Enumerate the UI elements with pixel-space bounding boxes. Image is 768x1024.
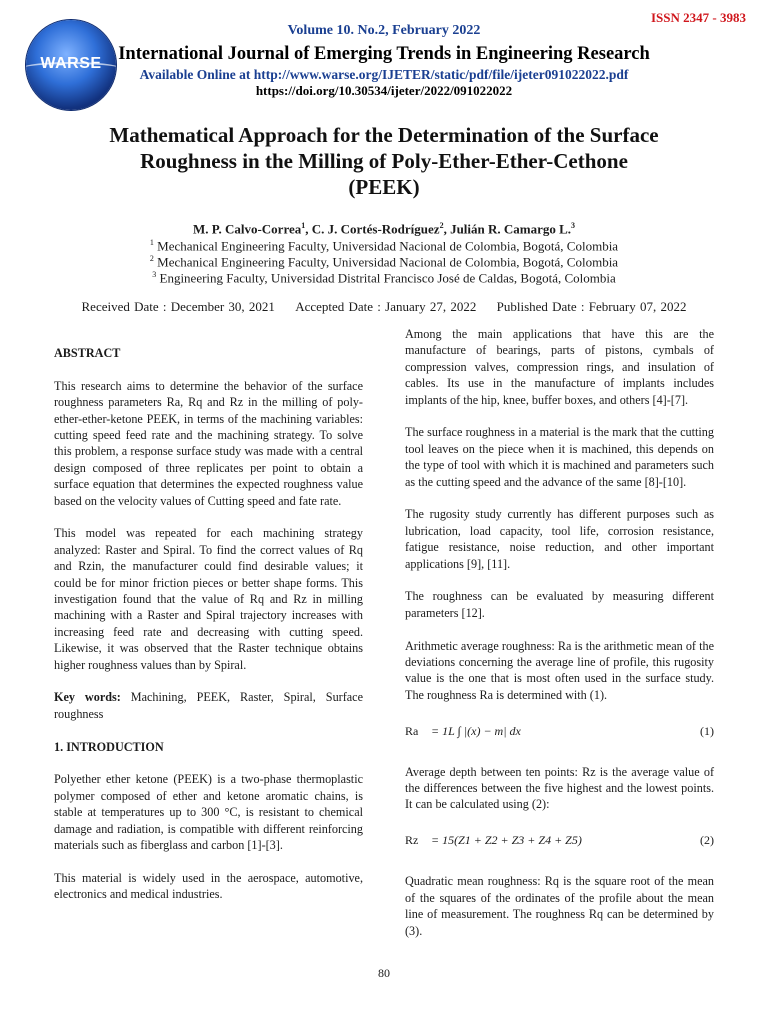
- affiliation-text: Mechanical Engineering Faculty, Universidad Nacional de Colombia, Bogotá, Colombia: [157, 254, 619, 270]
- body-paragraph: The roughness can be evaluated by measuring different parameters [12].: [405, 589, 714, 620]
- equation-2: [405, 829, 714, 851]
- equation-lhs: Ra: [405, 723, 419, 738]
- author-sup: 3: [571, 221, 576, 230]
- body-paragraph: Average depth between ten points: Rz is the average value of the differences between the five highest and the lowest points. It can be calculated using (2):: [405, 764, 714, 812]
- available-online-link[interactable]: Available Online at http://www.warse.org/IJETER/static/pdf/file/ijeter091022022.pdf: [139, 67, 629, 82]
- right-column: [405, 326, 714, 955]
- keywords-text: Machining, PEEK, Raster, Spiral, Surface roughness: [54, 690, 364, 721]
- equation-rhs: = 1L ∫ |(x) − m| dx: [431, 723, 521, 738]
- body-paragraph: Among the main applications that have this are the manufacture of bearings, parts of pistons, cymbals of compression valves, compression rings, and insulation of cables. Its use in the manufacture of implants includes implants of the hip, knee, buffer boxes, and others [4]-[7].: [405, 327, 714, 407]
- volume-line: Volume 10. No.2, February 2022: [287, 23, 481, 38]
- affiliation-text: Engineering Faculty, Universidad Distrital Francisco José de Caldas, Bogotá, Colombia: [159, 270, 616, 286]
- introduction-heading: 1. INTRODUCTION: [54, 739, 164, 754]
- equation-number: (2): [700, 833, 714, 848]
- affiliation-text: Mechanical Engineering Faculty, Universidad Nacional de Colombia, Bogotá, Colombia: [157, 238, 619, 254]
- keywords: [54, 689, 363, 722]
- dates-line: [0, 299, 768, 315]
- equation-1: [405, 720, 714, 742]
- published-date: Published Date : February 07, 2022: [496, 299, 687, 314]
- abstract-paragraph: This research aims to determine the behavior of the surface roughness parameters Ra, Rq and Rz in the milling of poly-ether-ether-ketone PEEK, in terms of the machining variables: cutting speed feed rate and the machining strategy. To solve this problem, a response surface study was made with a central design composed of three replicates per point to obtain a surface equation that determines the expected roughness value based on the velocity values of Cutting speed and fate rate.: [54, 378, 363, 508]
- accepted-date: Accepted Date : January 27, 2022: [295, 299, 477, 314]
- affiliation-sup: 1: [149, 238, 154, 247]
- affiliation: [0, 270, 768, 286]
- affiliation: [0, 254, 768, 270]
- issn-label: ISSN 2347 - 3983: [651, 10, 746, 25]
- title-line: Mathematical Approach for the Determination of the Surface: [109, 123, 659, 147]
- intro-paragraph: Polyether ether ketone (PEEK) is a two-phase thermoplastic polymer composed of ether and ketone aromatic chains, is stable at temperatures up to 300 °C, is resistant to chemical damage and radiation, is compatible with different reinforcing materials such as fiberglass and carbon [1]-[3].: [54, 772, 363, 853]
- equation-rhs: = 15(Z1 + Z2 + Z3 + Z4 + Z5): [431, 833, 582, 848]
- affiliation: [0, 238, 768, 254]
- keywords-label: Key words:: [54, 690, 121, 705]
- paper-title: [80, 122, 688, 200]
- body-paragraph: Arithmetic average roughness: Ra is the arithmetic mean of the deviations concerning the average line of profile, this rugosity value is the one that is most often used in the surface study. The roughness Ra is determined with (1).: [405, 638, 714, 702]
- affiliation-sup: 2: [149, 254, 154, 263]
- body-paragraph: Quadratic mean roughness: Rq is the square root of the mean of the squares of the ordinates of the profile about the mean line of measurement. The roughness Rq can be determined by (3).: [405, 874, 714, 938]
- author-sup: 2: [439, 221, 444, 230]
- page-number: 80: [378, 966, 390, 980]
- author-separator: ,: [443, 221, 451, 237]
- intro-paragraph: This material is widely used in the aerospace, automotive, electronics and medical industries.: [54, 870, 363, 902]
- author-name: M. P. Calvo-Correa: [192, 221, 302, 237]
- title-line: (PEEK): [348, 175, 420, 199]
- journal-name: International Journal of Emerging Trends in Engineering Research: [118, 44, 650, 64]
- affiliation-sup: 3: [152, 270, 157, 279]
- title-line: Roughness in the Milling of Poly-Ether-Ether-Cethone: [140, 149, 628, 173]
- equation-number: (1): [700, 723, 714, 738]
- abstract-heading: ABSTRACT: [54, 346, 121, 360]
- author-separator: ,: [305, 221, 312, 237]
- received-date: Received Date : December 30, 2021: [81, 299, 275, 314]
- logo-text: WARSE: [40, 55, 102, 72]
- author-name: Julián R. Camargo L.: [450, 221, 572, 237]
- body-paragraph: The surface roughness in a material is the mark that the cutting tool leaves on the piece when it is machined, this depends on the type of tool with which it is machined and parameters such as the cutting speed and the advance of the same [8]-[10].: [405, 425, 714, 489]
- author-list: [0, 221, 768, 237]
- doi-link[interactable]: https://doi.org/10.30534/ijeter/2022/091022022: [255, 83, 513, 98]
- author-name: C. J. Cortés-Rodríguez: [311, 221, 440, 237]
- body-paragraph: The rugosity study currently has different purposes such as lubrication, load capacity, tool life, corrosion resistance, fatigue resistance, noise reduction, and other important applications [9], [11].: [405, 507, 714, 571]
- author-sup: 1: [301, 221, 306, 230]
- left-column: [54, 345, 363, 919]
- equation-lhs: Rz: [405, 833, 419, 848]
- abstract-paragraph: This model was repeated for each machining strategy analyzed: Raster and Spiral. To find the correct values of Rq and Rzin, the manufacturer could find desirable values; it could be for minor friction pieces or better shape forms. This investigation found that the value of Rq and Rz in milling machining with a Raster and Spiral trajectory increases with increasing feed rate and decreasing with cutting speed. Likewise, it was observed that the Raster technique obtains higher roughness values than by Spiral.: [54, 526, 363, 672]
